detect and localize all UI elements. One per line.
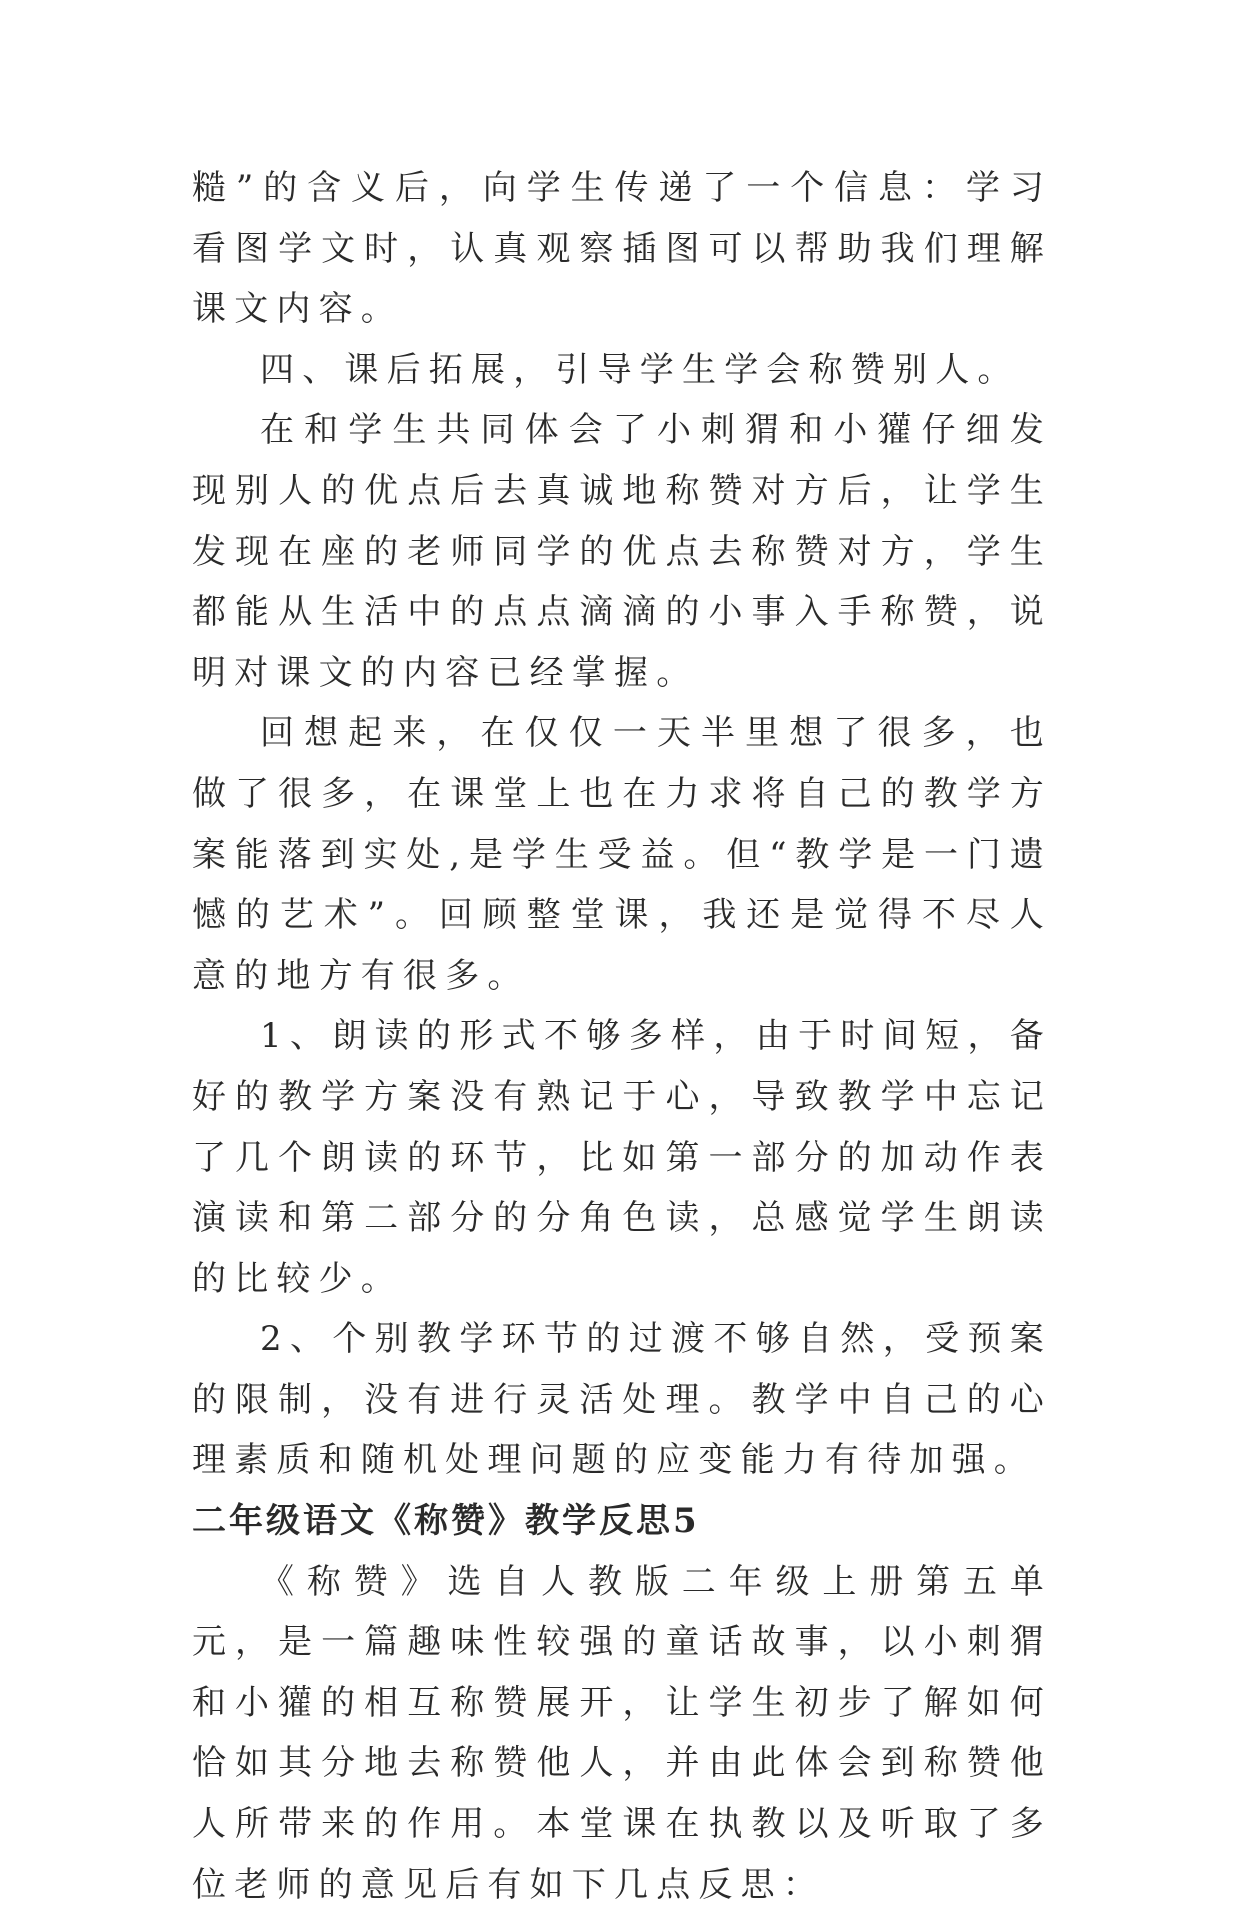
paragraph-point-two: 2、个别教学环节的过渡不够自然，受预案的限制，没有进行灵活处理。教学中自己的心理素质和随机处理问题的应变能力有待加强。 (192, 1319, 1052, 1481)
paragraph-intro: 《称赞》选自人教版二年级上册第五单元，是一篇趣味性较强的童话故事，以小刺猬和小獾的相互称赞展开，让学生初步了解如何恰如其分地去称赞他人，并由此体会到称赞他人所带来的作用。本堂课在执教以及听取了多位老师的意见后有如下几点反思： (192, 1561, 1052, 1905)
paragraph-continuation: 糙”的含义后，向学生传递了一个信息：学习看图学文时，认真观察插图可以帮助我们理解课文内容。 (192, 168, 1052, 330)
paragraph-reflection: 回想起来，在仅仅一天半里想了很多，也做了很多，在课堂上也在力求将自己的教学方案能落到实处,是学生受益。但“教学是一门遗憾的艺术”。回顾整堂课，我还是觉得不尽人意的地方有很多。 (192, 713, 1052, 996)
paragraph-section-four: 四、课后拓展，引导学生学会称赞别人。 (260, 349, 1020, 390)
paragraph-praise-practice: 在和学生共同体会了小刺猬和小獾仔细发现别人的优点后去真诚地称赞对方后，让学生发现在座的老师同学的优点去称赞对方，学生都能从生活中的点点滴滴的小事入手称赞，说明对课文的内容已经掌握。 (192, 410, 1052, 693)
section-heading: 二年级语文《称赞》教学反思5 (192, 1501, 700, 1542)
document-body (192, 158, 1052, 1915)
paragraph-point-one: 1、朗读的形式不够多样，由于时间短，备好的教学方案没有熟记于心，导致教学中忘记了几个朗读的环节，比如第一部分的加动作表演读和第二部分的分角色读，总感觉学生朗读的比较少。 (192, 1016, 1052, 1299)
